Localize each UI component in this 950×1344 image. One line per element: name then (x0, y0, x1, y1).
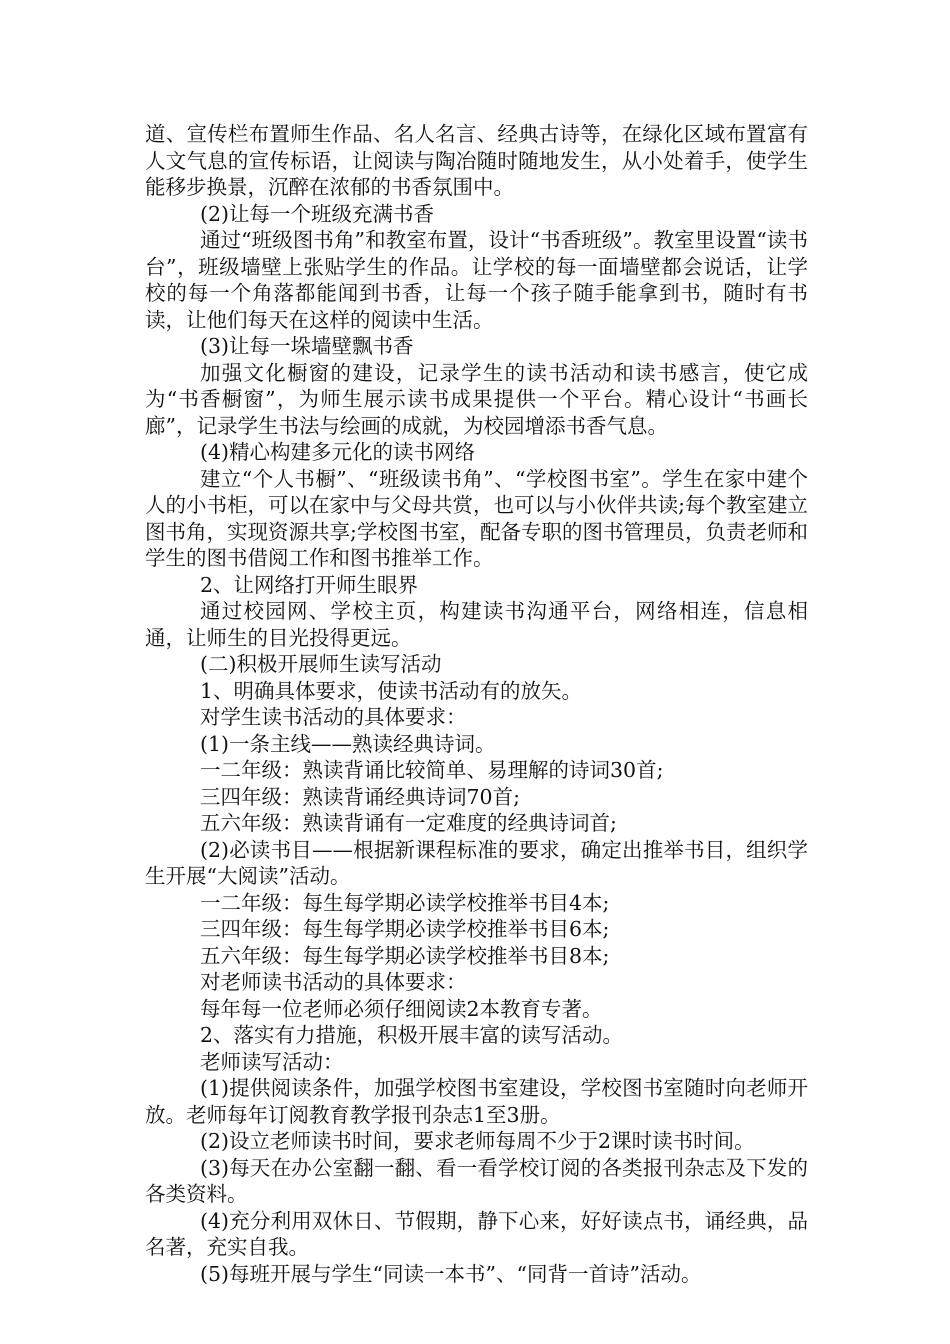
body-paragraph: 建立“个人书橱”、“班级读书角”、“学校图书室”。学生在家中建个人的小书柜，可以在家中与父母共赏，也可以与小伙伴共读;每个教室建立图书角，实现资源共享;学校图书室，配备专职的图书管理员，负责老师和学生的图书借阅工作和图书推举工作。 (145, 466, 808, 570)
list-item: 三四年级：每生每学期必读学校推举书目6本; (200, 917, 610, 941)
subsection-heading: (2)让每一个班级充满书香 (200, 201, 435, 226)
list-item: (1)提供阅读条件，加强学校图书室建设，学校图书室随时向老师开放。老师每年订阅教育教学报刊杂志1至3册。 (145, 1076, 808, 1127)
section-heading: 2、落实有力措施，积极开展丰富的读写活动。 (200, 1023, 624, 1047)
body-paragraph: 通过“班级图书角”和教室布置，设计“书香班级”。教室里设置“读书台”，班级墙壁上张贴学生的作品。让学校的每一面墙壁都会说话，让学校的每一个角落都能闻到书香，让每一个孩子随手能拿到书，随时有书读，让他们每天在这样的阅读中生活。 (145, 228, 808, 332)
list-item: 三四年级：熟读背诵经典诗词70首; (200, 784, 520, 809)
body-paragraph: 老师读写活动： (200, 1049, 344, 1074)
body-paragraph: 每年每一位老师必须仔细阅读2本教育专著。 (200, 996, 603, 1021)
subsection-heading: (1)一条主线——熟读经典诗词。 (200, 731, 496, 756)
list-item: 五六年级：每生每学期必读学校推举书目8本; (200, 943, 610, 968)
list-item: (2)设立老师读书时间，要求老师每周不少于2课时读书时间。 (200, 1129, 755, 1153)
subsection-heading: (3)让每一垛墙壁飘书香 (200, 334, 414, 358)
section-heading: (二)积极开展师生读写活动 (200, 652, 442, 676)
section-heading: 1、明确具体要求，使读书活动有的放矢。 (200, 678, 583, 703)
list-item: (3)每天在办公室翻一翻、看一看学校订阅的各类报刊杂志及下发的各类资料。 (145, 1155, 808, 1206)
document-page (145, 121, 808, 1287)
body-paragraph: 加强文化橱窗的建设，记录学生的读书活动和读书感言，使它成为“书香橱窗”，为师生展示读书成果提供一个平台。精心设计“书画长廊”，记录学生书法与绘画的成就，为校园增添书香气息。 (145, 360, 808, 438)
body-paragraph: 通过校园网、学校主页，构建读书沟通平台，网络相连，信息相通，让师生的目光投得更远。 (145, 599, 808, 650)
body-paragraph: 对老师读书活动的具体要求： (200, 970, 467, 994)
list-item: (4)充分利用双休日、节假期，静下心来，好好读点书，诵经典，品名著，充实自我。 (145, 1208, 808, 1259)
section-heading: 2、让网络打开师生眼界 (200, 572, 419, 597)
list-item: 一二年级：熟读背诵比较简单、易理解的诗词30首; (200, 758, 664, 782)
list-item: 一二年级：每生每学期必读学校推举书目4本; (200, 890, 610, 915)
list-item: 五六年级：熟读背诵有一定难度的经典诗词首; (200, 811, 617, 835)
list-item: (5)每班开展与学生“同读一本书”、“同背一首诗”活动。 (200, 1261, 702, 1286)
body-paragraph: 对学生读书活动的具体要求： (200, 705, 467, 729)
subsection-heading: (4)精心构建多元化的读书网络 (200, 440, 476, 464)
body-paragraph: 道、宣传栏布置师生作品、名人名言、经典古诗等，在绿化区域布置富有人文气息的宣传标语，让阅读与陶冶随时随地发生，从小处着手，使学生能移步换景，沉醉在浓郁的书香氛围中。 (145, 122, 808, 199)
body-paragraph: (2)必读书目——根据新课程标准的要求，确定出推举书目，组织学生开展“大阅读”活动。 (145, 837, 808, 888)
